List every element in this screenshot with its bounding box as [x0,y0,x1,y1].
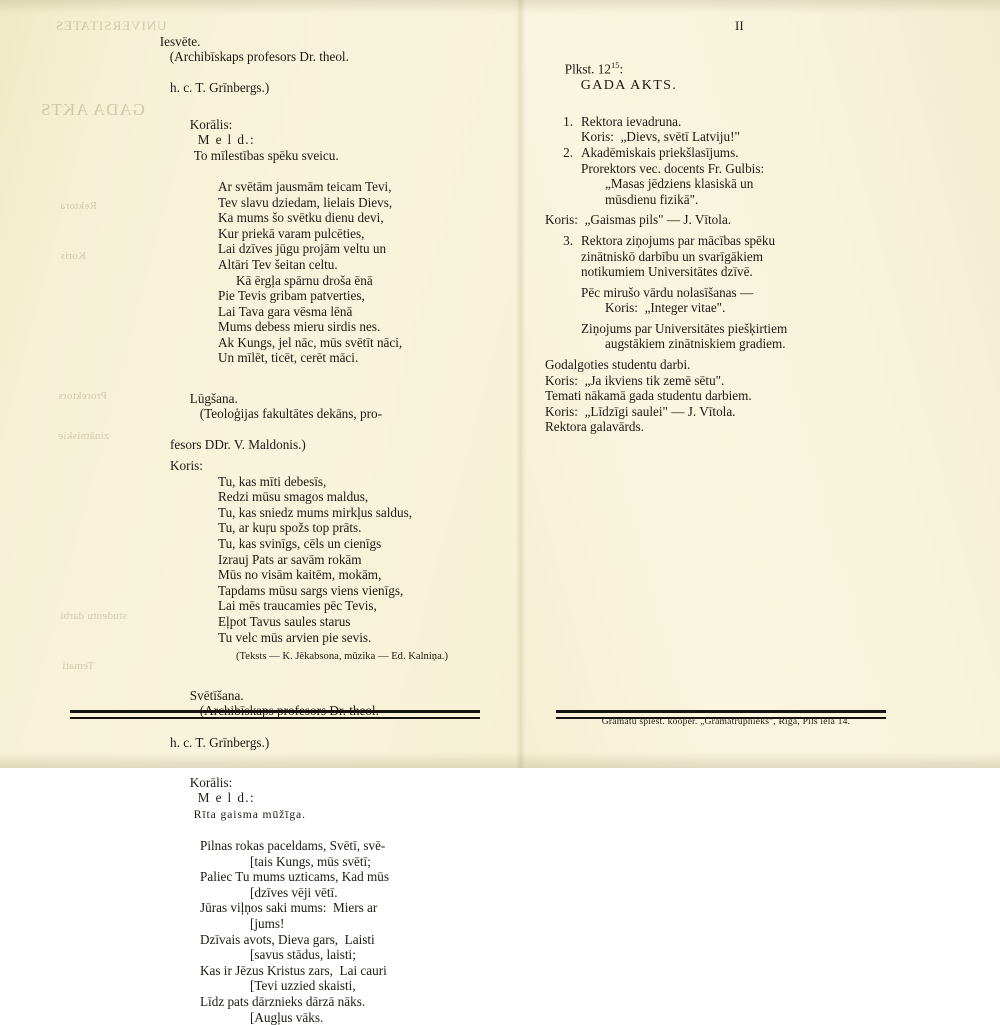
verse-line: Un mīlēt, ticēt, cerēt māci. [218,350,359,366]
agenda-tail-line: Rektora galavārds. [545,419,644,435]
tune-label: M e l d.: [197,132,256,148]
section-attribution-line2: h. c. T. Grīnbergs.) [170,80,270,96]
left-column [140,18,470,1025]
item-number: 3. [563,232,573,248]
rubric-koralis: Korālis: [189,116,233,132]
footer-rule-left [70,710,480,719]
tune-name: To mīlestības spēku sveicu. [193,147,339,163]
bleed-fragment: Prorektors [58,390,107,402]
bleed-fragment: GADA AKTS [40,100,145,119]
page-number: II [735,18,744,33]
agenda-tail-line: Koris: „Līdzīgi saulei" — J. Vītola. [545,403,736,419]
agenda-tail-line: Godalgoties studentu darbi. [545,357,691,373]
verse-line: [savus stādus, laisti; [250,947,356,963]
tune-label: M e l d.: [197,790,256,806]
item-sub-line: mūsdienu fizikā". [605,191,699,207]
verse-line: [dzīves vēji vētī. [250,884,338,900]
section-svetisana [140,672,470,734]
section-attribution-line2: h. c. T. Grīnbergs.) [170,734,270,750]
section-attribution-line1: (Teoloģijas fakultātes dekāns, pro- [199,406,382,422]
rubric-koralis: Korālis: [189,774,233,790]
section-heading: Svētīšana. [189,687,244,703]
item-sub-line: Prorektors vec. docents Fr. Gulbis: [581,160,765,176]
bleed-fragment: UNIVERSITATES [55,18,167,33]
item-sub-line: „Masas jēdziens klasiskā un [605,176,754,192]
verse-line: [Augļus vāks. [250,1009,324,1025]
agenda-time-row [545,42,885,109]
section-lugsana [140,375,470,437]
choir-line-after-item2: Koris: „Gaismas pils" — J. Vītola. [545,212,732,228]
verse-line: Dzīvais avots, Dieva gars, Laisti [200,931,375,947]
verse-line: Tu velc mūs arvien pie sevis. [218,629,372,645]
verse-line: Lai dzīves jūgu projām veltu un [218,241,387,257]
time-superscript: 15 [610,59,620,70]
verse-line: Tu, ar kuŗu spožs top prāts. [218,520,362,536]
verse-line: Jūras viļņos saki mums: Miers ar [200,900,378,916]
agenda-tail-line: Koris: „Ja ikviens tik zemē sētu". [545,372,725,388]
bleed-fragment: Koris [60,250,86,262]
item-sub-line: Ziņojums par Universitātes piešķirtiem [581,320,788,336]
verse-line: Kā ērgļa spārnu droša ēnā [236,272,373,288]
item-text: Rektora ziņojums par mācības spēku [581,232,776,248]
verse-line: Ak Kungs, jel nāc, mūs svētīt nāci, [218,334,403,350]
section-iesvete [140,18,470,80]
item-text: Rektora ievadruna. [581,113,682,129]
section-heading: Lūgšana. [189,390,238,406]
verse-line: [jums! [250,916,285,932]
time-colon: : [619,60,624,76]
section-attribution-line1: (Archibīskaps profesors Dr. theol. [199,703,379,719]
verse-line: Paliec Tu mums uzticams, Kad mūs [200,869,390,885]
printer-imprint: Grāmatu spiest. kooper. „Grāmatrūpnieks", Rīgā, Pils ielā 14. [601,716,851,727]
tune-name: Rīta gaisma mūžīga. [193,807,306,821]
verse-line: Lai Tava gara vēsma lēnā [218,303,353,319]
verse-line: Līdz pats dārznieks dārzā nāks. [200,994,366,1010]
verse-credit: (Teksts — K. Jēkabsona, mūzika — Ed. Kalniņa.) [236,651,448,663]
koralis-heading-2 [140,759,470,838]
verse-line: [tais Kungs, mūs svētī; [250,853,371,869]
verse-line: Redzi mūsu smagos maldus, [218,489,369,505]
item-sub-line: Pēc mirušo vārdu nolasīšanas — [581,284,754,300]
verse-line: Mūs no visām kaitēm, mokām, [218,567,382,583]
verse-line: Tu, kas mīti debesīs, [218,473,327,489]
bleed-fragment: Temati [62,660,95,672]
item-number: 1. [563,113,573,129]
verse-line: [Tevi uzzied skaisti, [250,978,356,994]
verse-line: Tu, kas svinīgs, cēls un cienīgs [218,536,382,551]
verse-line: Mums debess mieru sirdis nes. [218,319,381,335]
page-top-shadow [0,0,1000,14]
verse-line: Kas ir Jēzus Kristus zars, Lai cauri [200,962,387,978]
agenda-title: GADA AKTS. [580,77,678,93]
item-text: Akadēmiskais priekšlasījums. [581,144,739,160]
verse-line: Tev slavu dziedam, lielais Dievs, [218,194,393,210]
koris-heading: Koris: [170,458,203,474]
verse-line: Kur priekā varam pulcēties, [218,225,365,241]
verse-line: Eļpot Tavus saules starus [218,613,351,629]
section-attribution-line1: (Archibīskaps profesors Dr. theol. [169,49,349,65]
item-sub-line: Koris: „Integer vitae". [605,300,726,316]
item-sub-line: augstākiem zinātniskiem gradiem. [605,336,786,352]
item-sub-line: Koris: „Dievs, svētī Latviju!" [581,129,740,145]
koralis-heading-1 [140,101,470,179]
item-number: 2. [563,144,573,160]
agenda-item-3 [545,233,885,249]
verse-line: Lai mēs traucamies pēc Tevis, [218,598,377,614]
bleed-fragment: studentu darbi [60,610,127,622]
verse-line: Altāri Tev šeitan celtu. [218,256,338,272]
item-text-cont: zinātniskō darbību un svarīgākiem [581,248,764,264]
verse-line: Pilnas rokas paceldams, Svētī, svē- [200,838,386,854]
verse-line: Pie Tevis gribam patverties, [218,288,365,304]
agenda-item-2 [545,145,885,161]
agenda-item-1 [545,114,885,130]
verse-line: Ar svētām jausmām teicam Tevi, [218,178,392,194]
bleed-fragment: zinātniskie [58,430,109,442]
bleed-fragment: Rektora [60,200,97,212]
verse-line: Tapdams mūsu sargs viens vienīgs, [218,582,404,598]
time-label: Plkst. 12 [564,60,611,76]
page-fold [516,0,526,768]
item-text-cont: notikumiem Universitātes dzīvē. [581,264,753,280]
verse-line: Izrauj Pats ar savām rokām [218,551,362,567]
right-column [545,42,885,435]
section-heading: Iesvēte. [159,33,201,49]
verse-line: Tu, kas sniedz mums mirkļus saldus, [218,504,413,520]
section-attribution-line2: fesors DDr. V. Maldonis.) [170,437,306,453]
agenda-tail-line: Temati nākamā gada studentu darbiem. [545,388,752,404]
verse-line: Ka mums šo svētku dienu devi, [218,210,384,226]
